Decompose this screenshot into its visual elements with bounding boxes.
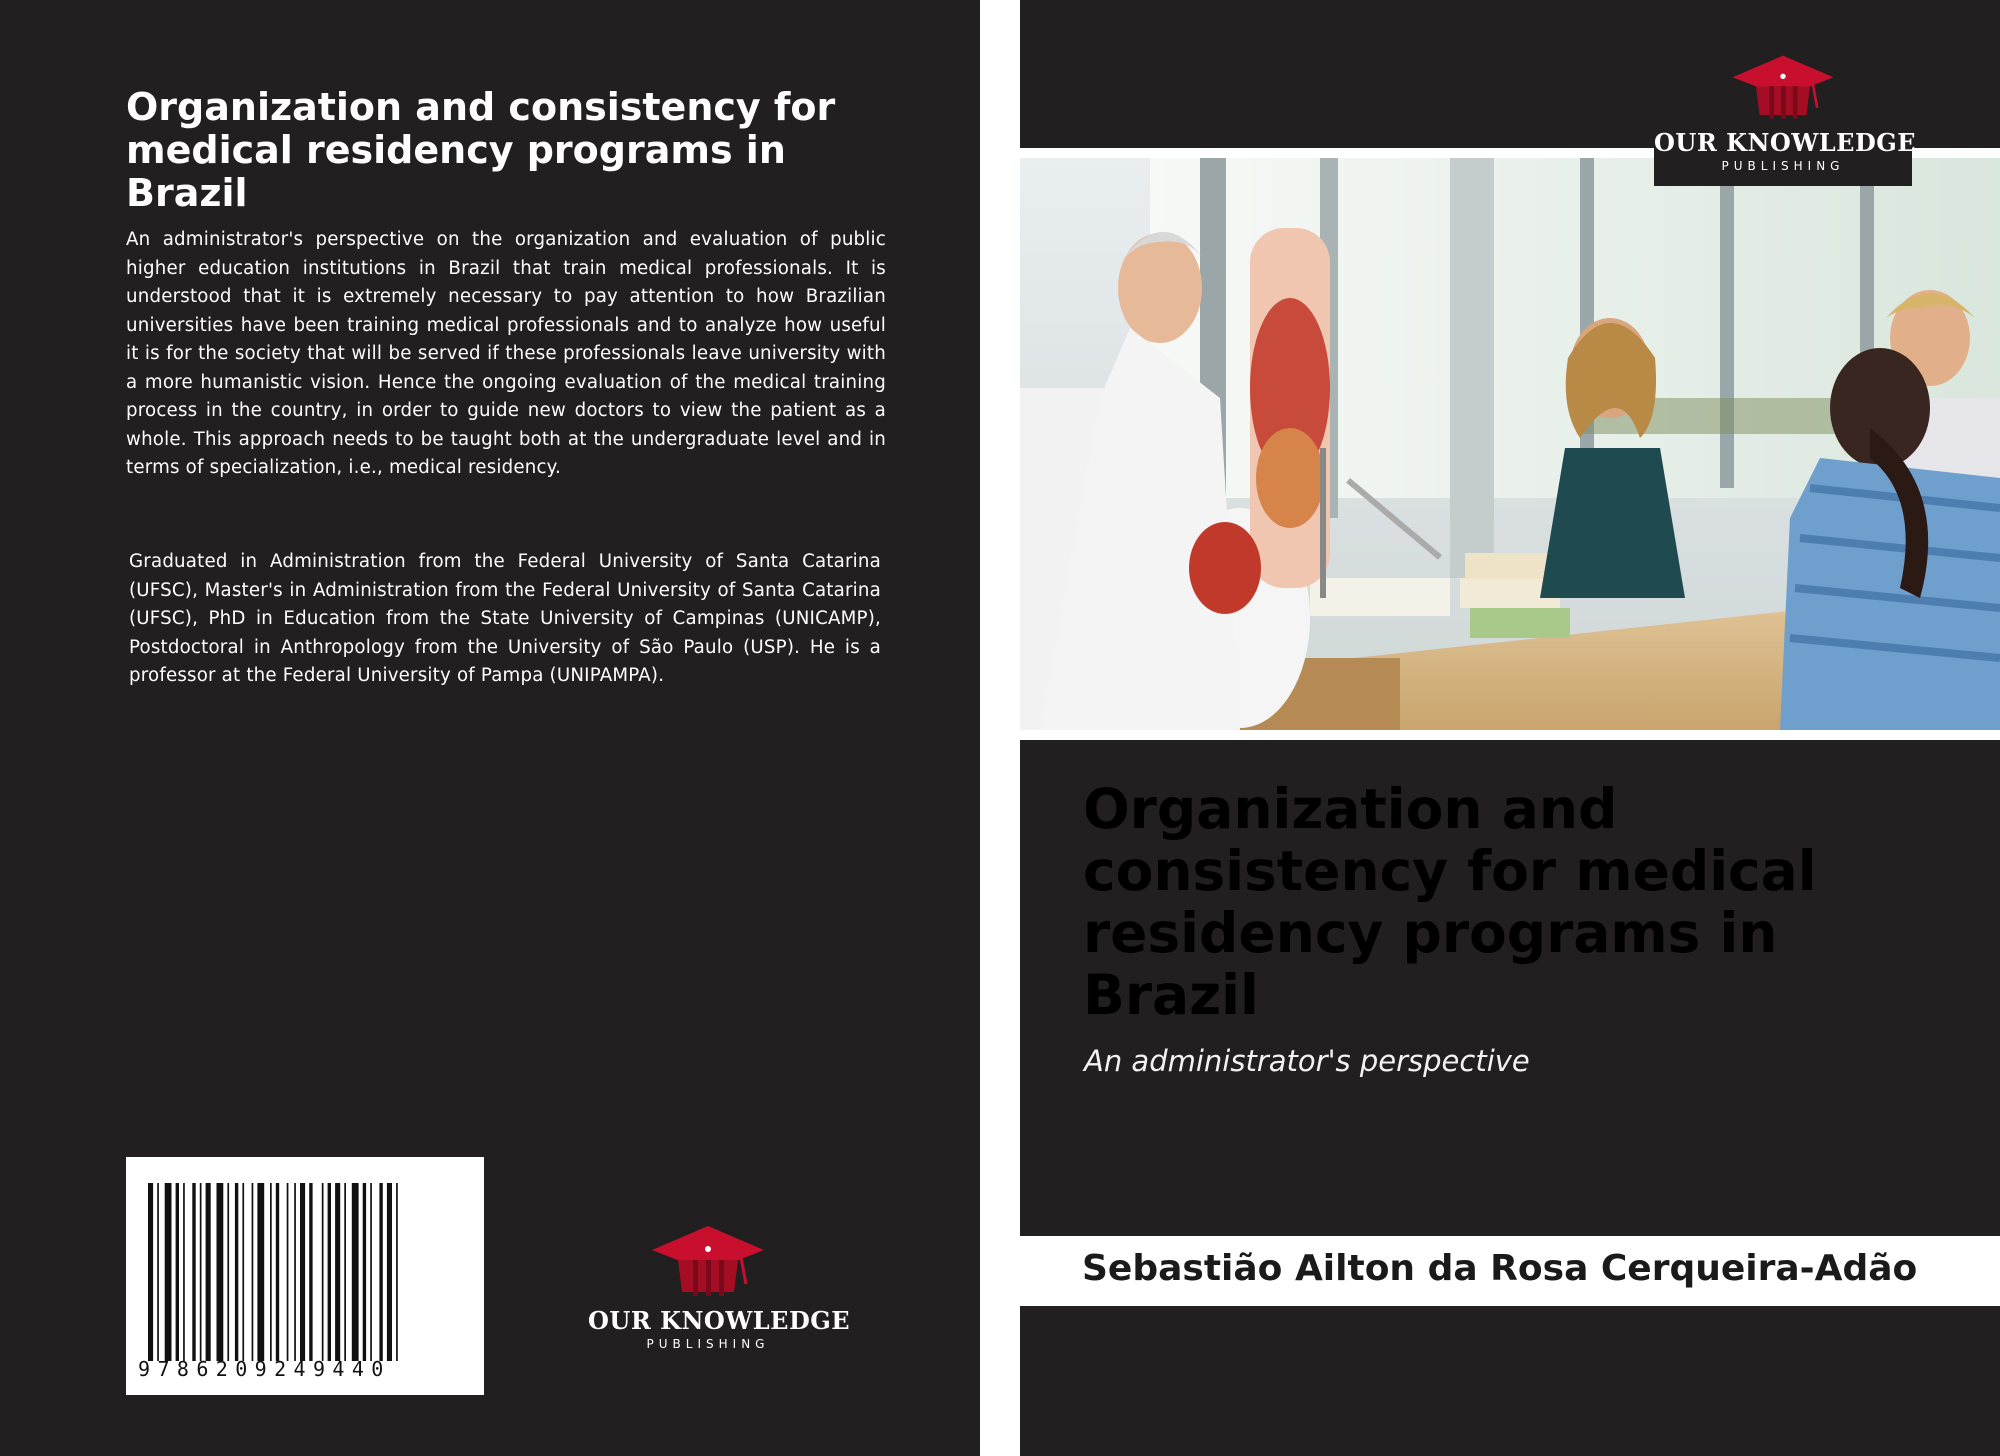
back-cover-title: Organization and consistency for medical residency programs in Brazil (126, 85, 836, 215)
publisher-name: OUR KNOWLEDGE (1654, 128, 1917, 157)
author-band (1020, 1236, 2000, 1306)
back-cover-blurb: An administrator's perspective on the organization and evaluation of public higher education institutions in Brazil that train medical professionals. It is understood that it is extremely necessary to pay attention to how Brazilian universities have been training medical professionals and to analyze how useful it is for the society that will be served if these professionals leave university with a more humanistic vision. Hence the ongoing evaluation of the medical training process in the country, in order to guide new doctors to view the patient as a whole. This approach needs to be taught both at the undergraduate level and in terms of specialization, i.e., medical residency. (126, 229, 886, 478)
cover-photo (1020, 158, 2000, 730)
isbn-barcode (126, 1157, 484, 1395)
author-name: Sebastião Ailton da Rosa Cerqueira-Adão (1082, 1248, 1918, 1289)
back-cover (0, 0, 980, 1456)
isbn-digits: 9786209249440 (138, 1357, 391, 1381)
graduation-cap-icon (1723, 52, 1843, 124)
publisher-logo-back (588, 1222, 851, 1351)
spine-gap (980, 0, 1020, 1456)
publisher-name: OUR KNOWLEDGE (588, 1306, 851, 1335)
doctor-teaching-students-photo (1020, 158, 2000, 730)
front-cover-subtitle: An administrator's perspective (1084, 1044, 1530, 1078)
front-cover-title: Organization and consistency for medical residency programs in Brazil (1083, 777, 1817, 1027)
author-bio: Graduated in Administration from the Federal University of Santa Catarina (UFSC), Master's in Administration from the Federal University of Santa Catarina (UFSC), PhD in Education from the State University of Campinas (UNICAMP), Postdoctoral in Anthropology from the University of São Paulo (USP). He is a professor at the Federal University of Pampa (UNIPAMPA). (129, 551, 881, 686)
publisher-logo-front (1654, 52, 1917, 173)
graduation-cap-icon (648, 1222, 768, 1302)
publisher-sub: PUBLISHING (1721, 159, 1845, 173)
publisher-sub: PUBLISHING (646, 1337, 770, 1351)
